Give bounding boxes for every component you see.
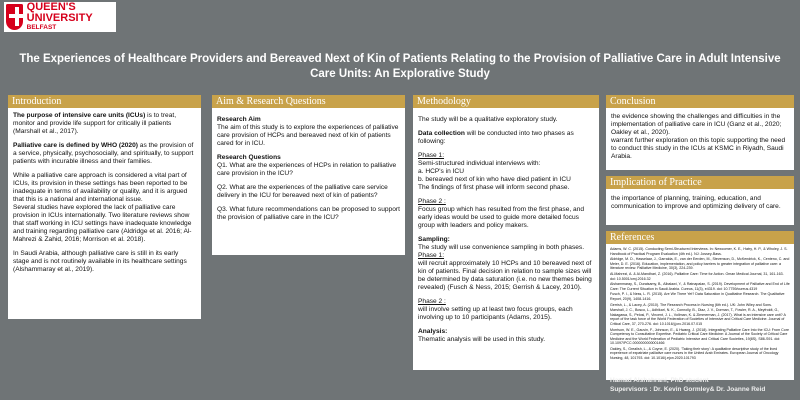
implication-body bbox=[606, 189, 794, 225]
rq-heading: Research Questions bbox=[217, 154, 281, 161]
crest-icon bbox=[6, 4, 23, 30]
sampling-phase2-text: will involve setting up at least two focus groups, each involving up to 10 participants (Adams, 2015). bbox=[418, 306, 573, 321]
conclusion-heading: Conclusion bbox=[606, 95, 794, 108]
aim-heading: Research Aim bbox=[217, 116, 261, 123]
reference-item: Fusch, P. I., & Ness, L. R. (2015). Are We There Yet? Data Saturation in Qualitative Research. The Qualitative Report, 20(9), 1408-1416. bbox=[610, 292, 785, 301]
intro-p4: Several studies have explored the lack of palliative care provision in ICUs internationally. Two literature reviews show that staff working in ICU settings have inadequate knowledge and training regarding palliative care (Aldridge et al. 2016; Al-Mahrezi & Zahid, 2016; Morrison et al. 2018). bbox=[13, 204, 192, 243]
introduction-heading: Introduction bbox=[8, 95, 201, 108]
phase1-a: a. HCP's in ICU bbox=[418, 168, 464, 175]
sampling-phase1-text: will recruit approximately 10 HCPs and 10 bereaved next of kin of patients. Final decision in relation to sample sizes will be determined by data saturation (i.e. no new themes being revealed) (Fusch & Ness, 2015; Gerrish & Lacey, 2010). bbox=[418, 260, 592, 291]
intro-p5: In Saudi Arabia, although palliative care is still in its early stage and is not routinely available in its healthcare settings (Alshammaray et al., 2019). bbox=[13, 250, 187, 273]
university-logo bbox=[4, 2, 116, 32]
author-name: Hamad Alshahrani, PhD student bbox=[610, 377, 709, 384]
implication-heading: Implication of Practice bbox=[606, 176, 794, 189]
conclusion-p1: the evidence showing the challenges and difficulties in the implementation of palliative care in ICU (Ganz et al., 2020; Oakley et al., 2020). bbox=[611, 113, 782, 136]
author-footer bbox=[610, 376, 765, 394]
reference-item: Gerrish, L., & Lacey, A. (2010). The Research Process in Nursing (6th ed.). UK: John Wiley and Sons. bbox=[610, 302, 772, 307]
intro-p2-bold: Palliative care is defined by WHO (2020) bbox=[13, 142, 138, 149]
rq-1: Q1. What are the experiences of HCPs in relation to palliative care provision in the ICU? bbox=[217, 162, 397, 177]
logo-line2: BELFAST bbox=[26, 24, 57, 32]
rq-3: Q3. What future recommendations can be proposed to support the provision of palliative care in the ICU? bbox=[217, 206, 400, 221]
rq-2: Q2. What are the experiences of the palliative care service delivery in the ICU for bereaved next of kin of patients? bbox=[217, 184, 388, 199]
reference-item: Alshammaray, S., Duraisamy, B., Albalawi, Y., & Ratnapalan, S. (2019). Development of Palliative and End of Life Care: The Current Situation in Saudi Arabia. Cureus, 11(3), e4319. doi: 10.7759/cureus.4319 bbox=[610, 282, 790, 291]
phase1-b: b. bereaved next of kin who have died patient in ICU bbox=[418, 176, 571, 183]
method-p1: The study will be a qualitative exploratory study. bbox=[418, 116, 558, 123]
sampling-heading: Sampling: bbox=[418, 236, 450, 243]
introduction-body bbox=[8, 108, 201, 319]
phase1-c: The findings of first phase will inform second phase. bbox=[418, 184, 570, 191]
reference-item: Oakley, S., Grealish, L., & Coyne, E. (2020). 'Taking their story': A qualitative descriptive study of the lived experience of expatriate palliative care nurses in the United Arab Emirates. European Journal of Oncology Nursing, 48, 101793. doi: 10.1016/j.ejon.2020.101793 bbox=[610, 346, 779, 361]
reference-item: Morrison, W. E., Gauvin, F., Johnson, E., & Hwang, J. (2018). Integrating Palliative Care Into the ICU: From Core Competency to Consultative Expertise. Pediatric Critical Care Medicine: A Journal of the Society of Critical Care Medicine and the World Federation of Pediatric Intensive and Critical Care Societies, 19(8S), S86-S91. doi: 10.1097/PCC.0000000000001466 bbox=[610, 327, 789, 346]
methodology-column bbox=[413, 95, 599, 370]
aim-text: The aim of this study is to explore the experiences of palliative care provision of HCPs and bereaved next of kin of patients cared for in ICU. bbox=[217, 124, 399, 147]
reference-item: Aldridge, M. D., Hasselaar, J., Garralda, E., van der Eerden, M., Stevenson, D., McKendrick, K., Centeno, C. and Meier, D. E. (2016). Education, implementation, and policy barriers to greater integration of palliative care: a literature review. Palliative Medicine, 30(3), 224-239. bbox=[610, 257, 790, 271]
phase1-label: Phase 1: bbox=[418, 152, 445, 159]
intro-p3: While a palliative care approach is considered a vital part of ICUs, its provision in these settings has been reported to be inadequate in terms of availability or quality, and it is argued that this is a national and international issue. bbox=[13, 172, 188, 203]
methodology-heading: Methodology bbox=[413, 95, 599, 108]
intro-p1: is to treat, monitor and provide life support for critically ill patients (Marshall et al., 2017). bbox=[13, 112, 177, 135]
references-body bbox=[606, 244, 794, 380]
logo-line1: QUEEN'S UNIVERSITY bbox=[26, 1, 93, 25]
supervisors: Supervisors : Dr. Kevin Gormley& Dr. Joanne Reid bbox=[610, 386, 766, 393]
poster-title: The Experiences of Healthcare Providers and Bereaved Next of Kin of Patients Relating to the Provision of Palliative Care in Adult Intensive Care Units: An Explorative Study bbox=[19, 53, 781, 80]
sampling-phase1-label: Phase 1: bbox=[418, 252, 445, 259]
sampling-phase2-label: Phase 2 : bbox=[418, 298, 446, 305]
reference-item: Marshall, J. C., Bosco, L., Adhikari, N. K., Connolly, B., Diaz, J. V., Dorman, T., Fowler, R. A., Meyfroidt, G., Nakagawa, S., Pelosi, P., Vincent, J. L., Vollman, K. & Zimmerman, J. (2017). What is an intensive care unit? A report of the task force of the World Federation of Societies of Intensive and Critical Care Medicine. Journal of Critical Care, 37, 270-276. doi: 10.1016/j.jcrc.2016.07.015 bbox=[610, 308, 786, 326]
phase2-text: Focus group which has resulted from the first phase, and early ideas would be used to guide more detailed focus group with leaders and policy makers. bbox=[418, 206, 585, 229]
intro-p2: as the provision of a service, physically, psychosocially, and spiritually, to support patients with incurable illness and their families. bbox=[13, 142, 194, 165]
introduction-column bbox=[8, 95, 201, 319]
aims-column bbox=[212, 95, 405, 255]
conclusion-p2: warrant further exploration on this topic supporting the need to conduct this study in the ICUs at KSMC in Riyadh, Saudi Arabia. bbox=[611, 137, 786, 160]
reference-item: Al-Mahrezi, A. & Al-Mandhari, Z. (2016). Palliative Care: Time for Action. Oman Medical Journal, 31, 161-163. doi: 10.5001/omj.2016.32 bbox=[610, 271, 784, 281]
data-collection-text: will be conducted into two phases as following: bbox=[418, 130, 574, 145]
poster-header bbox=[0, 0, 800, 90]
data-collection-bold: Data collection bbox=[418, 130, 465, 137]
analysis-heading: Analysis: bbox=[418, 328, 448, 335]
aims-body bbox=[212, 108, 405, 255]
aims-heading: Aim & Research Questions bbox=[212, 95, 405, 108]
analysis-text: Thematic analysis will be used in this study. bbox=[418, 336, 546, 343]
implication-p1: the importance of planning, training, education, and communication to improve and optimizing delivery of care. bbox=[611, 195, 781, 210]
intro-p1-bold: The purpose of intensive care units (ICUs) bbox=[13, 112, 146, 119]
sampling-text: The study will use convenience sampling in both phases. bbox=[418, 244, 585, 251]
methodology-body bbox=[413, 108, 599, 370]
references-heading: References bbox=[606, 231, 794, 244]
conclusion-column bbox=[606, 95, 794, 380]
phase2-label: Phase 2 : bbox=[418, 198, 446, 205]
reference-item: Adams, W. C. (2015). Conducting Semi-Structured Interviews. In: Newcomer, K. E., Hatry, H. P., & Wholey, J. S. Handbook of Practical Program Evaluation (4th ed.). NJ: Jossey-Bass. bbox=[610, 247, 788, 256]
phase1-text: Semi-structured individual interviews with: bbox=[418, 160, 541, 167]
conclusion-body bbox=[606, 108, 794, 170]
